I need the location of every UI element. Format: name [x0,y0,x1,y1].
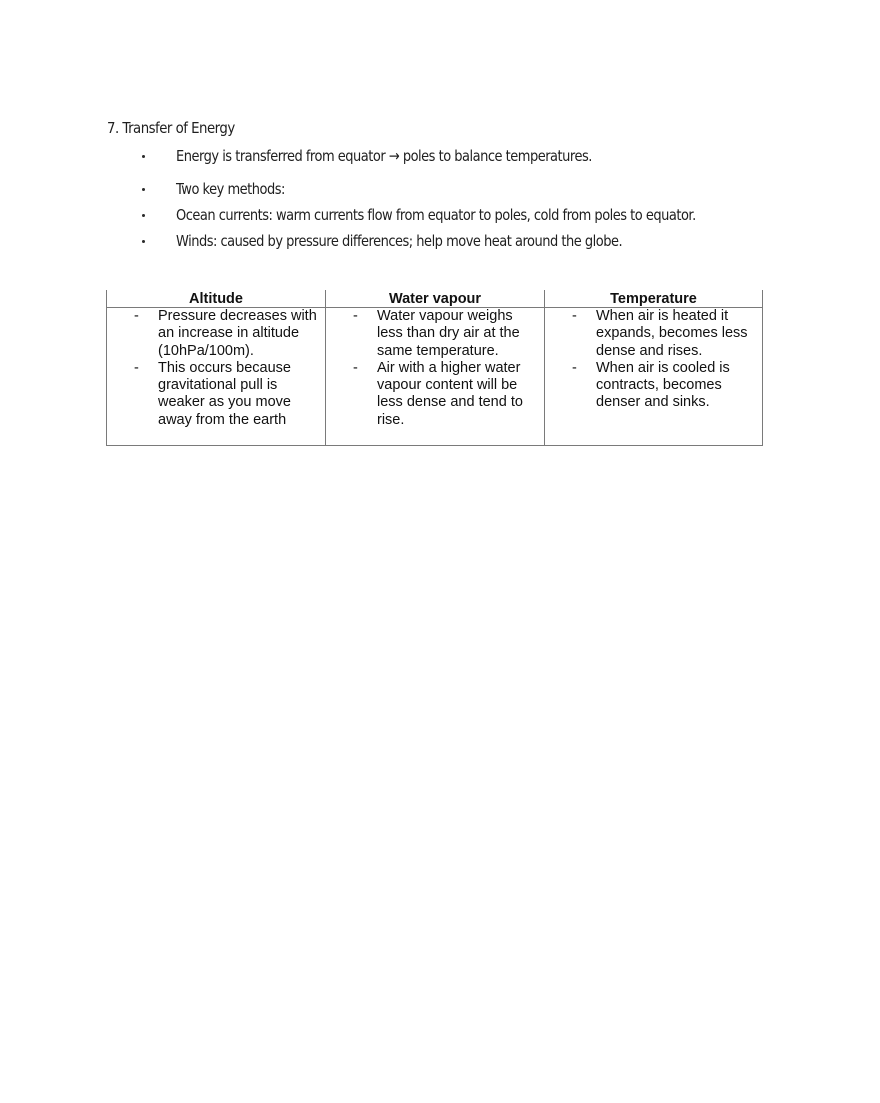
water-vapour-cell [326,308,545,446]
bullet-text: Energy is transferred from equator → poles to balance temperatures. [176,147,592,165]
water-vapour-list [332,308,538,429]
altitude-list [113,308,319,429]
bullet-text: Ocean currents: warm currents flow from equator to poles, cold from poles to equator. [176,206,696,224]
list-item: - When air is cooled is contracts, becomes denser and sinks. [551,360,756,412]
section-heading: 7. Transfer of Energy [107,119,235,137]
table-header-row [107,290,763,308]
bullet-text: Winds: caused by pressure differences; help move heat around the globe. [176,232,623,250]
bullet-dot-icon [142,214,145,217]
bullet-dot-icon [142,155,145,158]
factors-table [106,290,763,446]
list-item: - When air is heated it expands, becomes less dense and rises. [551,308,756,360]
bullet-text: Two key methods: [176,180,285,198]
list-item: - Water vapour weighs less than dry air at the same temperature. [332,308,538,360]
table-row [107,308,763,446]
temperature-list [551,308,756,412]
column-header-temperature: Temperature [545,290,763,308]
bullet-dot-icon [142,188,145,191]
list-item: - Pressure decreases with an increase in altitude (10hPa/100m). [113,308,319,360]
bullet-dot-icon [142,240,145,243]
column-header-water-vapour: Water vapour [326,290,545,308]
temperature-cell [545,308,763,446]
altitude-cell [107,308,326,446]
list-item: - Air with a higher water vapour content will be less dense and tend to rise. [332,360,538,429]
column-header-altitude: Altitude [107,290,326,308]
list-item: - This occurs because gravitational pull is weaker as you move away from the earth [113,360,319,429]
